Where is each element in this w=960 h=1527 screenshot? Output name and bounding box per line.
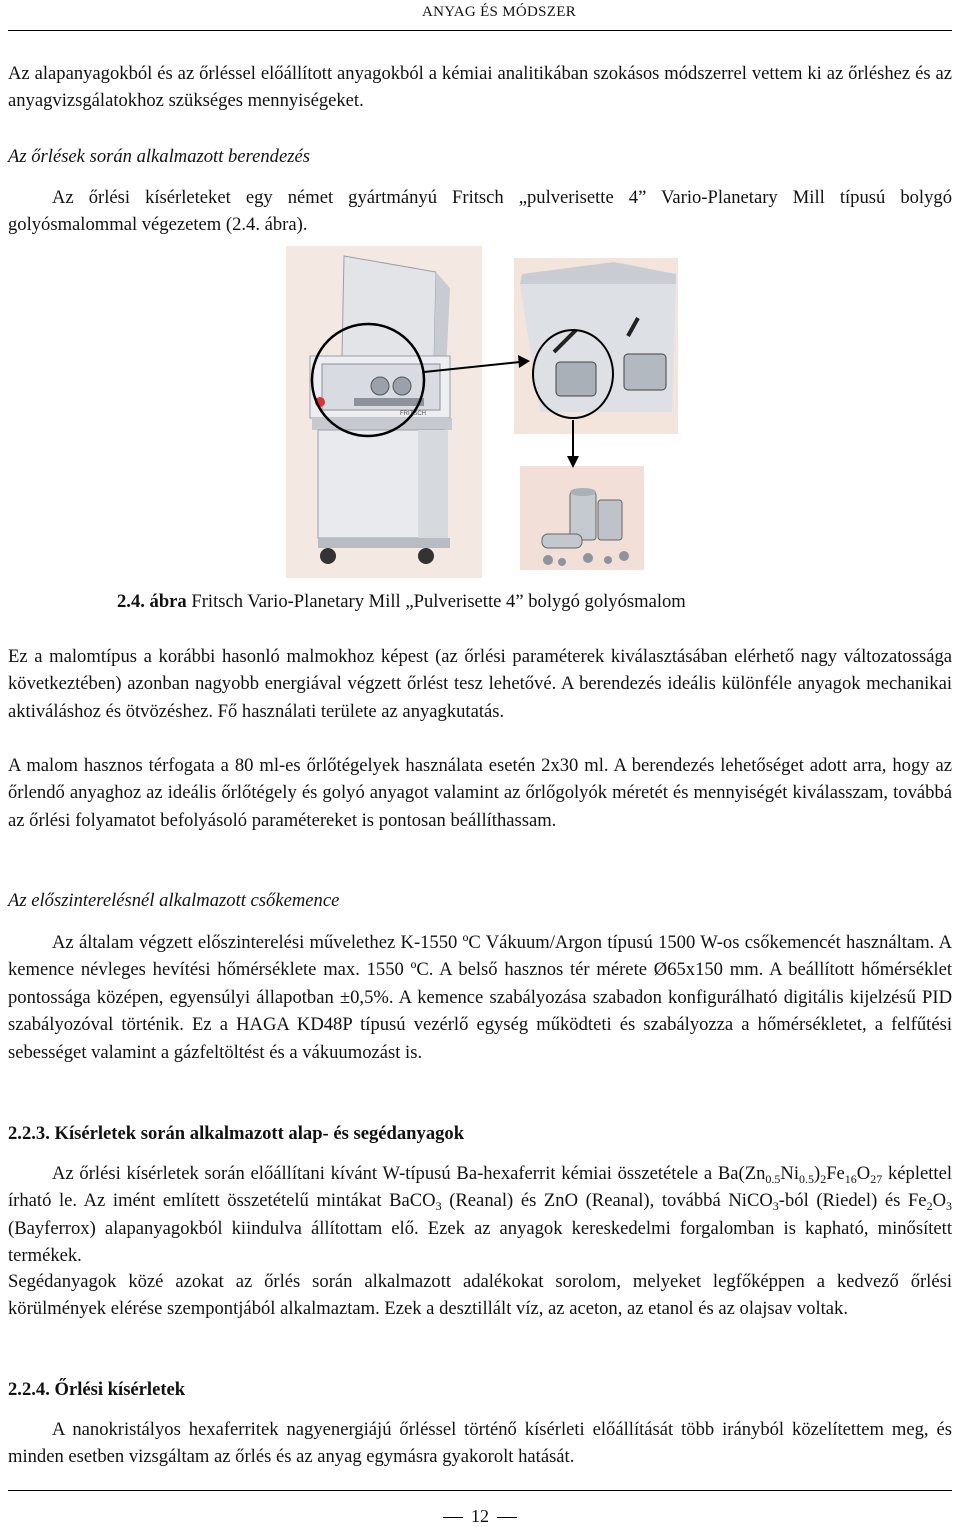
materials-text-a: Az őrlési kísérletek során előállítani kívánt W-típusú Ba-hexaferrit kémiai összetétele a bbox=[52, 1163, 718, 1184]
footer-rule bbox=[8, 1490, 952, 1491]
formula-baco3: BaCO$_3$ bbox=[389, 1190, 442, 1214]
formula-fe2o3: $Fe_2O_3$ bbox=[907, 1190, 952, 1214]
running-header: ANYAG ÉS MÓDSZER bbox=[422, 4, 576, 20]
materials-text-d: -ból (Riedel) és bbox=[778, 1190, 908, 1212]
figure-mill-photo bbox=[284, 244, 680, 580]
header-rule bbox=[8, 30, 952, 31]
materials-text-c: (Reanal) és ZnO (Reanal), továbbá bbox=[441, 1190, 729, 1212]
section-title: Őrlési kísérletek bbox=[54, 1379, 186, 1400]
section-number: 2.2.3. bbox=[8, 1123, 50, 1144]
grinding-jars-detail bbox=[520, 262, 676, 412]
paragraph-equipment: Az őrlési kísérleteket egy német gyártmányú Fritsch „pulverisette 4” Vario-Planetary Mill típusú bolygó golyósmalommal végezetem (2.4. ábra). bbox=[8, 187, 952, 236]
page-number: 12 bbox=[471, 1506, 489, 1526]
section-title: Kísérletek során alkalmazott alap- és segédanyagok bbox=[54, 1123, 465, 1144]
machine-brand-label: FRITSCH bbox=[400, 411, 426, 417]
section-number: 2.2.4. bbox=[8, 1379, 50, 1400]
figure-caption-text: Fritsch Vario-Planetary Mill „Pulverisette 4” bolygó golyósmalom bbox=[186, 591, 686, 612]
page-footer bbox=[0, 1506, 960, 1527]
paragraph-mill-1: Ez a malomtípus a korábbi hasonló malmokhoz képest (az őrlési paraméterek kiválasztásában elérhető nagy változatossága következtében) azonban nagyobb energiával végzett őrlést tesz lehetővé. A berendezés ideális különféle anyagok mechanikai aktiváláshoz és ötvözéshez. Fő használati területe az anyagkutatás. bbox=[8, 646, 952, 722]
paragraph-materials bbox=[8, 1160, 952, 1270]
formula-ba-hexaferrite: $Ba(Zn_{0.5}Ni_{0.5})_2Fe_{16}O_{27}$ bbox=[717, 1163, 883, 1186]
materials-text-e: (Bayferrox) alapanyagokból kiindulva állítottam elő. Ezek az anyagok kereskedelmi forgalomban is kapható, minősített termékek. bbox=[8, 1217, 952, 1267]
formula-nico3: NiCO$_3$ bbox=[728, 1190, 779, 1214]
paragraph-milling: A nanokristályos hexaferritek nagyenergiájú őrléssel történő kísérleti előállítását több irányból közelítettem meg, és minden esetben vizsgáltam az őrlés és az anyag egymásra gyakorolt hatását. bbox=[8, 1419, 952, 1468]
paragraph-additives: Segédanyagok közé azokat az őrlés során alkalmazott adalékokat sorolom, melyeket legfőképpen a kedvező őrlési körülmények elérése szempontjából alkalmaztam. Ezek a desztillált víz, az aceton, az etanol és az olajsav voltak. bbox=[8, 1271, 952, 1320]
heading-equipment: Az őrlések során alkalmazott berendezés bbox=[8, 146, 310, 167]
section-heading-2-2-4 bbox=[8, 1376, 952, 1403]
paragraph-furnace: Az általam végzett előszinterelési művelethez K-1550 ºC Vákuum/Argon típusú 1500 W-os csőkemencét használtam. A kemence névleges hevítési hőmérséklete max. 1550 ºC. A belső hasznos tér mérete Ø65x150 mm. A beállított hőmérséklet pontossága középen, egyensúlyi állapotban ±0,5%. A kemence szabályozása szabadon konfigurálható digitális kijelzésű PID szabályozóval történik. Ez a HAGA KD48P típusú vezérlő egység működteti és szabályozza a hőmérsékletet, a felfűtési sebességet valamint a gázfeltöltést és a vákuumozást is. bbox=[8, 932, 952, 1063]
figure-caption-number: 2.4. ábra bbox=[117, 591, 187, 612]
figure-caption bbox=[117, 588, 686, 615]
heading-furnace: Az előszinterelésnél alkalmazott csőkemence bbox=[8, 890, 340, 911]
paragraph-mill-2: A malom hasznos térfogata a 80 ml-es őrlőtégelyek használata esetén 2x30 ml. A berendezés lehetőséget adott arra, hogy az őrlendő anyaghoz az ideális őrlőtégely és golyó anyagot valamint az őrlőgolyók méretét és mennyiségét kiválasszam, továbbá az őrlési folyamatot befolyásoló paramétereket is pontosan beállíthassam. bbox=[8, 755, 952, 831]
section-heading-2-2-3 bbox=[8, 1120, 952, 1147]
intro-paragraph: Az alapanyagokból és az őrléssel előállított anyagokból a kémiai analitikában szokásos módszerrel vettem ki az őrléshez és az anyagvizsgálatokhoz szükséges mennyiségeket. bbox=[8, 63, 952, 112]
materials-text-b: képlettel írható le. Az imént említett összetételű mintákat bbox=[8, 1163, 952, 1212]
